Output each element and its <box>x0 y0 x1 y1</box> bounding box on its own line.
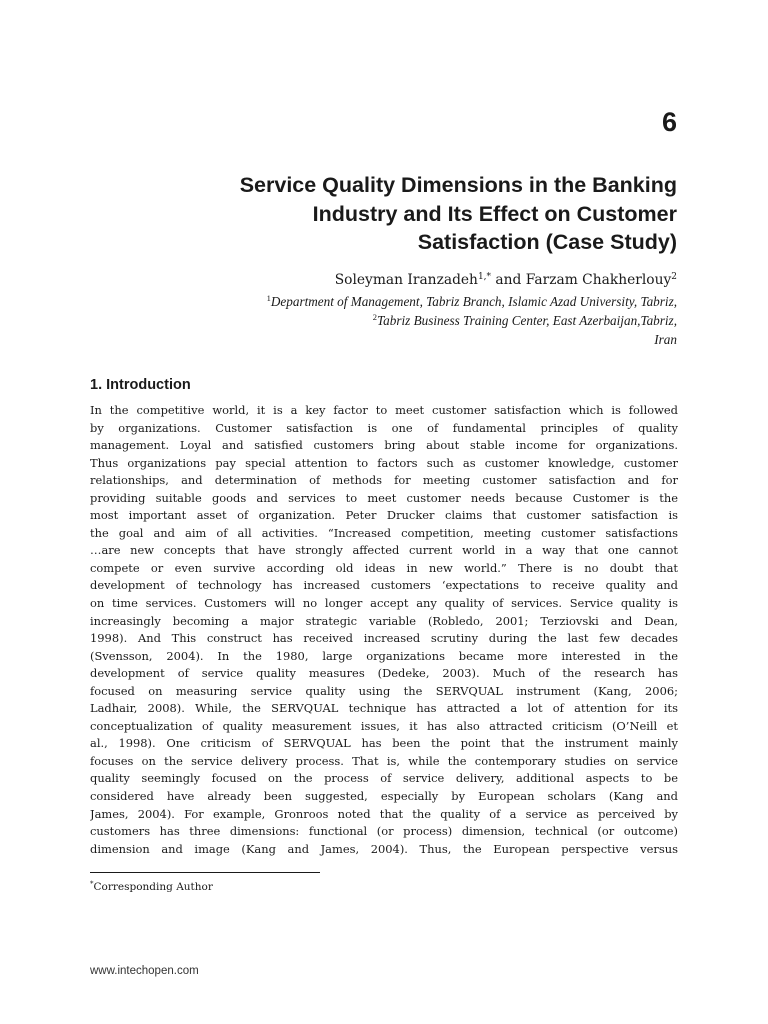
body-text-line: development of service quality measures (Dedeke, 2003). Much of the research has <box>90 666 678 681</box>
body-text-line: customers has three dimensions: functional (or process) dimension, technical (or outcome) <box>90 824 678 839</box>
affiliation-marker: 2 <box>372 312 378 322</box>
body-text-line: conceptualization of quality measurement issues, it has also attracted criticism (O’Neill et <box>90 718 678 733</box>
chapter-number: 6 <box>661 107 677 137</box>
author-name: Soleyman Iranzadeh <box>334 272 478 288</box>
body-text-line: James, 2004). For example, Gronroos noted that the quality of a service as perceived by <box>90 806 678 821</box>
body-text-line: considered have already been suggested, especially by European scholars (Kang and <box>90 789 678 804</box>
title-line: Industry and Its Effect on Customer <box>312 201 677 226</box>
body-text-line: on time services. Customers will no longer accept any quality of services. Service quality is <box>90 596 678 611</box>
author-connector: and <box>491 272 526 288</box>
affiliation-country: Iran <box>654 332 677 347</box>
section-heading: 1. Introduction <box>90 377 191 393</box>
author-affiliation-marker: 2 <box>671 272 677 282</box>
footnote <box>90 879 213 895</box>
body-text-line: increasingly becoming a major strategic variable (Robledo, 2001; Terziovski and Dean, <box>90 613 678 628</box>
body-text-line: In the competitive world, it is a key factor to meet customer satisfaction which is followed <box>90 403 678 417</box>
body-text-line: compete or even survive according old ideas in new world.” There is no doubt that <box>90 560 678 575</box>
paper-title <box>140 171 677 257</box>
footnote-marker: * <box>90 880 94 888</box>
footnote-text: Corresponding Author <box>93 881 213 893</box>
affiliation-marker: 1 <box>266 293 271 303</box>
author-affiliation-marker: 1,* <box>477 272 492 282</box>
body-text-line: …are new concepts that have strongly affected current world in a way that one cannot <box>90 543 678 558</box>
footnote-divider <box>90 872 320 873</box>
body-text-line: focused on measuring service quality using the SERVQUAL instrument (Kang, 2006; <box>90 683 678 698</box>
body-text-line: development of technology has increased customers ‘expectations to receive quality and <box>90 578 678 593</box>
body-text-line: dimension and image (Kang and James, 2004). Thus, the European perspective versus <box>90 841 678 856</box>
body-text-line: (Svensson, 2004). In the 1980, large organizations became more interested in the <box>90 648 678 663</box>
author-list <box>335 270 677 290</box>
body-text-line: relationships, and determination of methods for meeting customer satisfaction and for <box>90 473 678 488</box>
title-line: Service Quality Dimensions in the Banking <box>239 173 677 197</box>
body-text-line: by organizations. Customer satisfaction is one of fundamental principles of quality <box>90 420 678 435</box>
affiliation-text: Tabriz Business Training Center, East Azerbaijan,Tabriz, <box>377 313 677 328</box>
body-text-line: management. Loyal and satisfied customers bring about stable income for organizations. <box>90 438 678 453</box>
website-footer: www.intechopen.com <box>90 965 199 977</box>
author-name: Farzam Chakherlouy <box>525 272 672 288</box>
affiliation-line <box>137 292 677 311</box>
body-text-line: Ladhair, 2008). While, the SERVQUAL technique has attracted a lot of attention for its <box>90 701 678 716</box>
body-text-line: most important asset of organization. Peter Drucker claims that customer satisfaction is <box>90 508 678 523</box>
affiliation-text: Department of Management, Tabriz Branch, Islamic Azad University, Tabriz, <box>270 294 677 309</box>
body-text-line: focuses on the service delivery process. That is, while the contemporary studies on service <box>90 753 678 768</box>
body-paragraph <box>90 402 678 858</box>
body-text-line: providing suitable goods and services to meet customer needs because Customer is the <box>90 490 678 505</box>
affiliations <box>137 292 677 349</box>
body-text-line: Thus organizations pay special attention to factors such as customer knowledge, customer <box>90 455 678 470</box>
affiliation-line <box>137 311 677 330</box>
title-line: Satisfaction (Case Study) <box>417 230 677 254</box>
body-text-line: the goal and aim of all activities. “Increased competition, meeting customer satisfactions <box>90 525 678 540</box>
body-text-line: al., 1998). One criticism of SERVQUAL has been the point that the instrument mainly <box>90 736 678 751</box>
body-text-line: quality seemingly focused on the process of service delivery, additional aspects to be <box>90 771 678 786</box>
body-text-line: 1998). And This construct has received increased scrutiny during the last few decades <box>90 631 678 646</box>
